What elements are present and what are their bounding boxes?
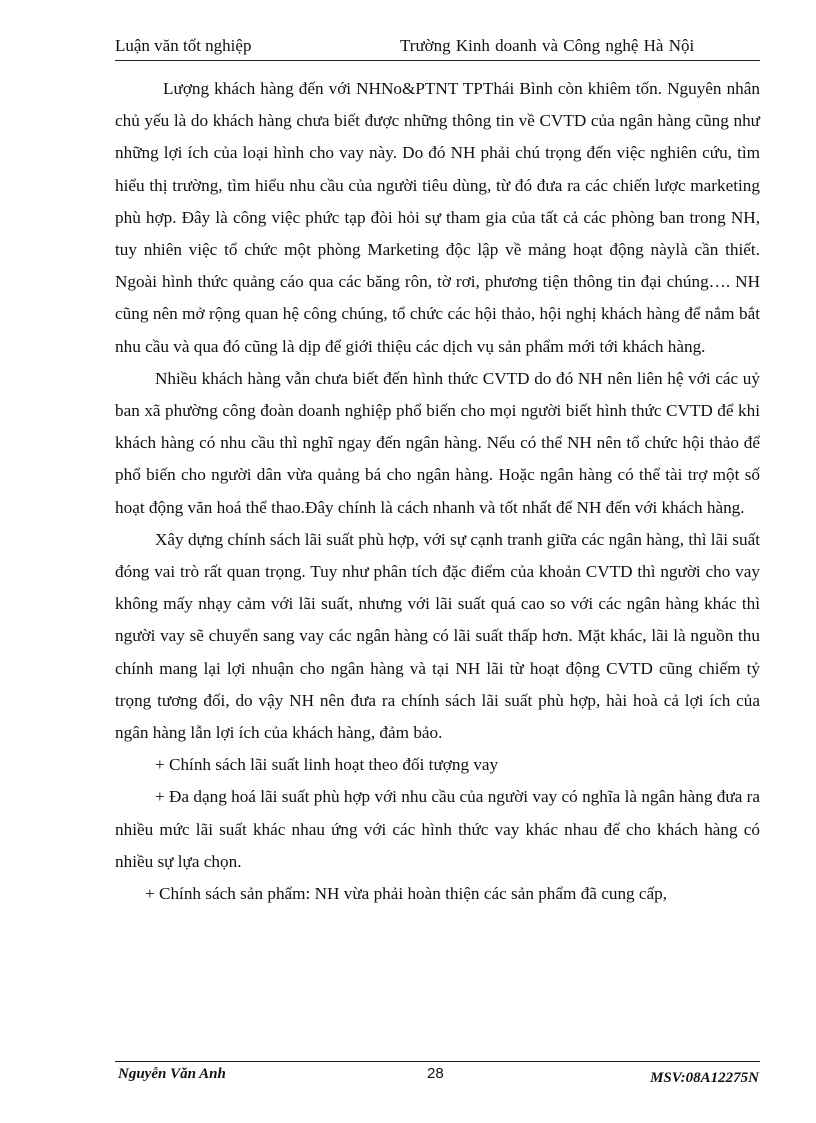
header-school-name: Trường Kinh doanh và Công nghệ Hà Nội <box>400 36 695 55</box>
bullet-diverse-rate: + Đa dạng hoá lãi suất phù hợp với nhu cầu của người vay có nghĩa là ngân hàng đưa ra nhiều mức lãi suất khác nhau ứng với các hình thức vay khác nhau để cho khách hàng có nhiều sự lựa chọn. <box>115 787 760 871</box>
header-thesis-label: Luận văn tốt nghiệp <box>115 36 252 55</box>
page-number: 28 <box>427 1065 444 1082</box>
paragraph-awareness: Nhiều khách hàng vẫn chưa biết đến hình thức CVTD do đó NH nên liên hệ với các uỷ ban xã phường công đoàn doanh nghiệp phổ biến cho mọi người biết hình thức CVTD để khi khách hàng có nhu cầu thì nghĩ ngay đến ngân hàng. Nếu có thể NH nên tổ chức hội thảo để phổ biến cho người dân vừa quảng bá cho ngân hàng. Hoặc ngân hàng có thể tài trợ một số hoạt động văn hoá thể thao.Đây chính là cách nhanh và tốt nhất để NH đến với khách hàng. <box>115 368 760 517</box>
footer-student-id: MSV:08A12275N <box>650 1070 759 1086</box>
bullet-product-policy: + Chính sách sản phẩm: NH vừa phải hoàn thiện các sản phẩm đã cung cấp, <box>145 884 668 904</box>
paragraph-marketing: Lượng khách hàng đến với NHNo&PTNT TPThái Bình còn khiêm tốn. Nguyên nhân chủ yếu là do khách hàng chưa biết được những thông tin về CVTD của ngân hàng cũng như những lợi ích của loại hình cho vay này. Do đó NH phải chú trọng đến việc nghiên cứu, tìm hiểu thị trường, tìm hiểu nhu cầu của người tiêu dùng, từ đó đưa ra các chiến lược marketing phù hợp. Đây là công việc phức tạp đòi hỏi sự tham gia của tất cả các phòng ban trong NH, tuy nhiên việc tổ chức một phòng Marketing độc lập về mảng hoạt động nàylà cần thiết. Ngoài hình thức quảng cáo qua các băng rôn, tờ rơi, phương tiện thông tin đại chúng…. NH cũng nên mở rộng quan hệ công chúng, tổ chức các hội thảo, hội nghị khách hàng để nắm bắt nhu cầu và qua đó cũng là dịp để giới thiệu các dịch vụ sản phẩm mới tới khách hàng. <box>115 79 760 356</box>
bullet-flexible-rate: + Chính sách lãi suất linh hoạt theo đối tượng vay <box>155 755 499 775</box>
paragraph-interest-policy: Xây dựng chính sách lãi suất phù hợp, với sự cạnh tranh giữa các ngân hàng, thì lãi suất đóng vai trò rất quan trọng. Tuy như phân tích đặc điểm của khoản CVTD thì người cho vay không mấy nhạy cảm với lãi suất, nhưng với lãi suất quá cao so với các ngân hàng khác thì người vay sẽ chuyển sang vay các ngân hàng có lãi suất thấp hơn. Mặt khác, lãi là nguồn thu chính mang lại lợi nhuận cho ngân hàng và tại NH lãi từ hoạt động CVTD cũng chiếm tỷ trọng tương đối, do vậy NH nên đưa ra chính sách lãi suất phù hợp, hài hoà cả lợi ích của ngân hàng lẫn lợi ích của khách hàng, đảm bảo. <box>115 529 760 743</box>
footer-author: Nguyễn Văn Anh <box>118 1066 226 1082</box>
document-body <box>115 73 760 910</box>
page-header <box>115 36 760 61</box>
footer-divider <box>115 1061 760 1062</box>
